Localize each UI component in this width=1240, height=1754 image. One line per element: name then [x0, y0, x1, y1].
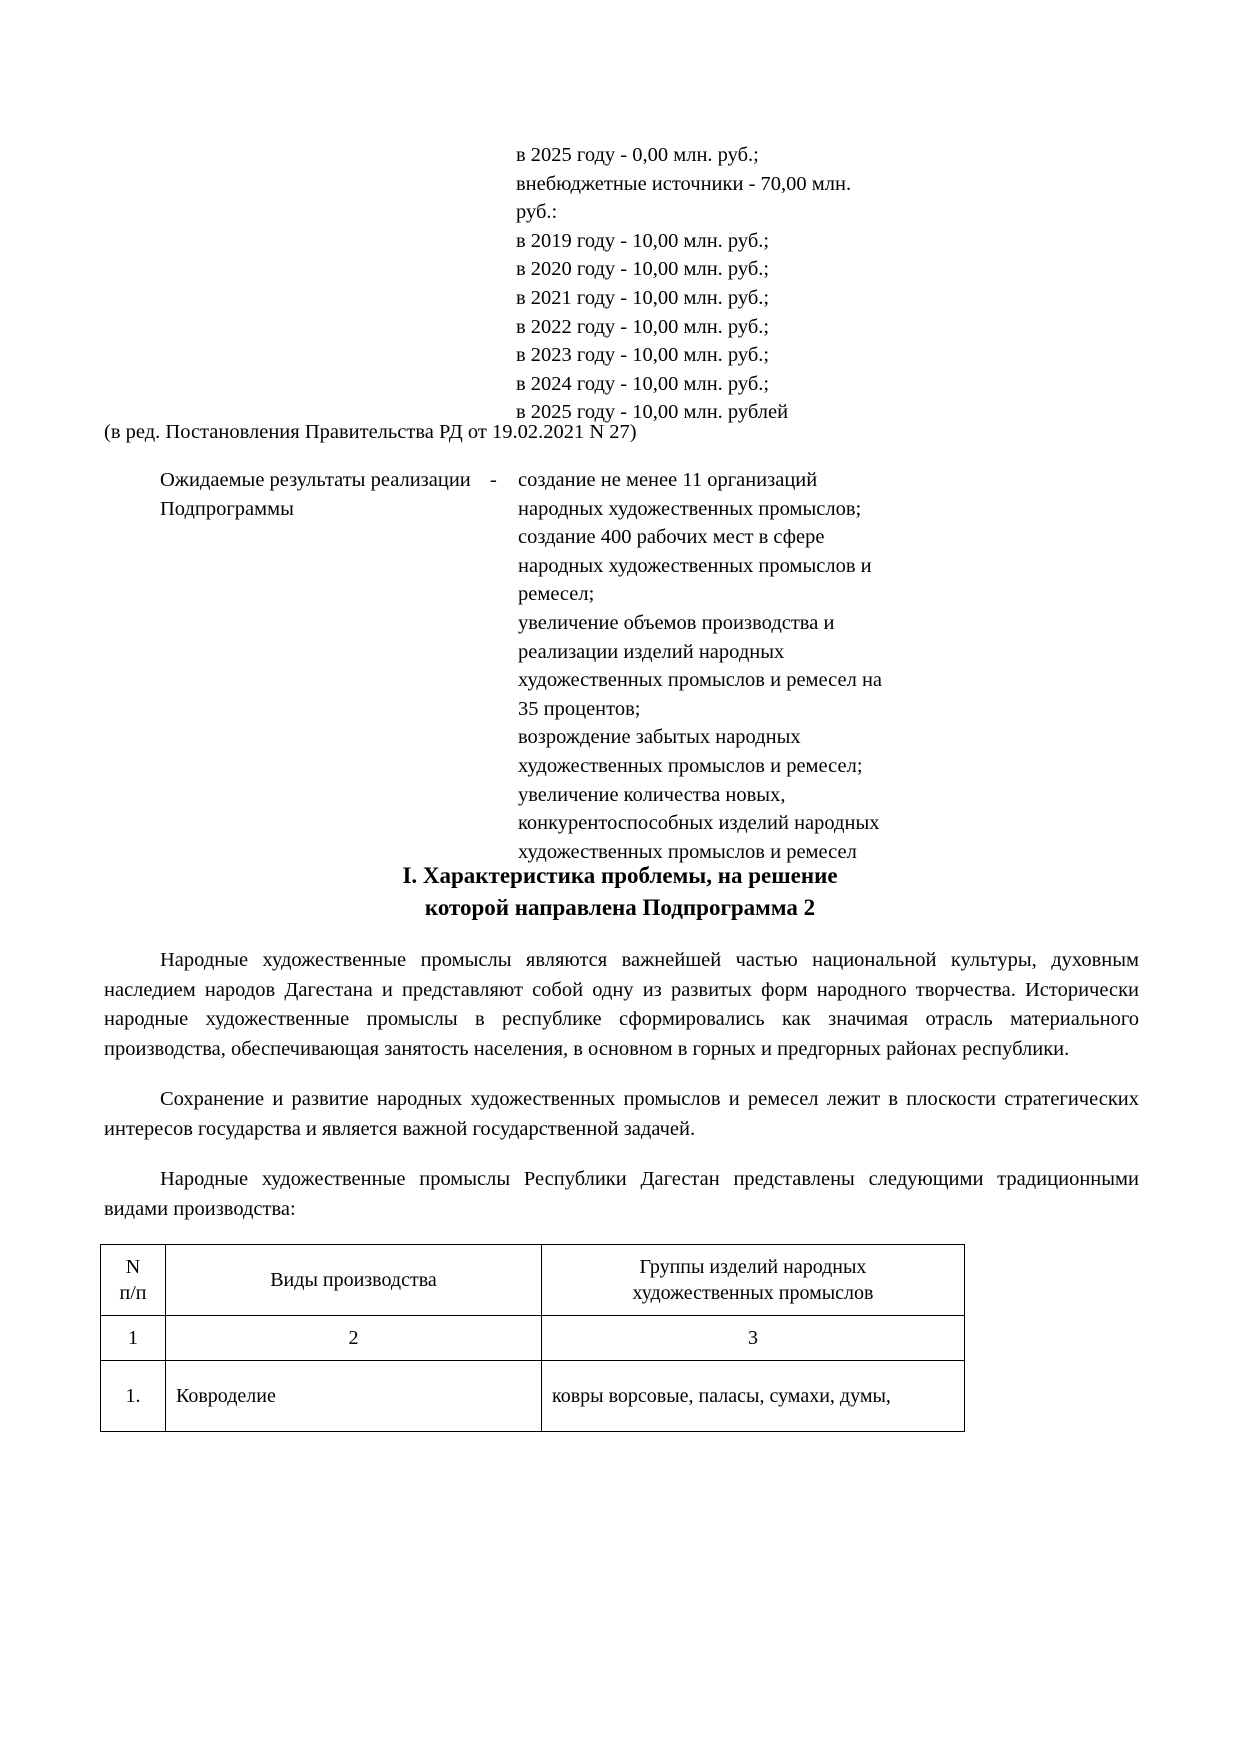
section-heading-line: I. Характеристика проблемы, на решение [402, 863, 838, 888]
table-header-product-groups [542, 1245, 965, 1316]
table-column-number-row [101, 1316, 965, 1361]
production-types-table [100, 1244, 965, 1432]
paragraph: Народные художественные промыслы являются важнейшей частью национальной культуры, духовным наследием народов Дагестана и представляют собой одну из развитых форм народного творчества. Исторически народные художественные промыслы в республике сформировались как значимая отрасль материального производства, обеспечивающая занятость населения, в основном в горных и предгорных районах республики. [104, 949, 1139, 1060]
expected-results-value-line: художественных промыслов и ремесел; [518, 754, 863, 777]
expected-results-value-line: создание не менее 11 организаций [518, 469, 818, 491]
financing-line: в 2023 году - 10,00 млн. руб.; [516, 344, 770, 367]
financing-line: в 2025 году - 0,00 млн. руб.; [516, 144, 759, 166]
expected-results-value-line: народных художественных промыслов и [518, 554, 872, 577]
financing-block [516, 141, 946, 427]
expected-results-label-line: реализации Подпрограммы [160, 469, 471, 520]
table-head [101, 1245, 965, 1316]
table-header-number-line: N [125, 1256, 141, 1278]
expected-results-value-line: увеличение объемов производства и [518, 611, 835, 634]
table-header-row [101, 1245, 965, 1316]
expected-results-value-line: реализации изделий народных [518, 640, 785, 663]
section-heading-line: которой направлена Подпрограмма 2 [424, 895, 816, 920]
expected-results-row [160, 466, 950, 866]
expected-results-value-line: художественных промыслов и ремесел [518, 840, 857, 863]
table-body [101, 1316, 965, 1432]
column-number-cell: 1 [101, 1316, 166, 1361]
financing-line: в 2024 году - 10,00 млн. руб.; [516, 372, 770, 395]
expected-results-value-line: создание 400 рабочих мест в сфере [518, 526, 825, 549]
expected-results-value-line: художественных промыслов и ремесел на [518, 669, 883, 692]
expected-results-value-line: увеличение количества новых, [518, 783, 786, 806]
paragraph: Народные художественные промыслы Республики Дагестан представлены следующими традиционными видами производства: [104, 1168, 1139, 1220]
expected-results-label [160, 466, 490, 523]
financing-line: в 2019 году - 10,00 млн. руб.; [516, 229, 770, 252]
expected-results-dash: - [490, 469, 497, 491]
financing-line: в 2021 году - 10,00 млн. руб.; [516, 286, 770, 309]
financing-line: в 2020 году - 10,00 млн. руб.; [516, 258, 770, 281]
section-heading [0, 860, 1240, 924]
table-header-product-groups-line: художественных промыслов [632, 1282, 874, 1304]
table-row [101, 1361, 965, 1432]
expected-results-value-line: ремесел; [518, 583, 595, 606]
table-cell-number: 1. [101, 1361, 166, 1432]
expected-results-values [518, 466, 950, 866]
table-cell-product-groups: ковры ворсовые, паласы, сумахи, думы, [542, 1361, 965, 1432]
column-number-cell: 3 [542, 1316, 965, 1361]
expected-results-value-line: конкурентоспособных изделий народных [518, 812, 880, 835]
financing-line: руб.: [516, 201, 558, 224]
table-header-production-kind: Виды производства [166, 1245, 542, 1316]
expected-results-value-line: народных художественных промыслов; [518, 497, 862, 520]
table-header-number [101, 1245, 166, 1316]
table-header-product-groups-line: Группы изделий народных [639, 1256, 867, 1278]
table-header-number-line: п/п [119, 1282, 147, 1304]
financing-line: в 2022 году - 10,00 млн. руб.; [516, 315, 770, 338]
column-number-cell: 2 [166, 1316, 542, 1361]
body-text [104, 946, 1139, 1224]
financing-line: внебюджетные источники - 70,00 млн. [516, 172, 852, 195]
expected-results-value-line: возрождение забытых народных [518, 726, 801, 749]
expected-results-block [160, 466, 950, 866]
expected-results-label-line: Ожидаемые результаты [160, 469, 366, 491]
table-cell-production-kind: Ковроделие [166, 1361, 542, 1432]
financing-line: в 2025 году - 10,00 млн. рублей [516, 401, 789, 424]
revision-note: (в ред. Постановления Правительства РД от 19.02.2021 N 27) [104, 421, 637, 443]
paragraph: Сохранение и развитие народных художественных промыслов и ремесел лежит в плоскости стратегических интересов государства и является важной государственной задачей. [104, 1088, 1139, 1140]
expected-results-value-line: 35 процентов; [518, 697, 641, 720]
production-types-table-wrapper [100, 1244, 925, 1432]
